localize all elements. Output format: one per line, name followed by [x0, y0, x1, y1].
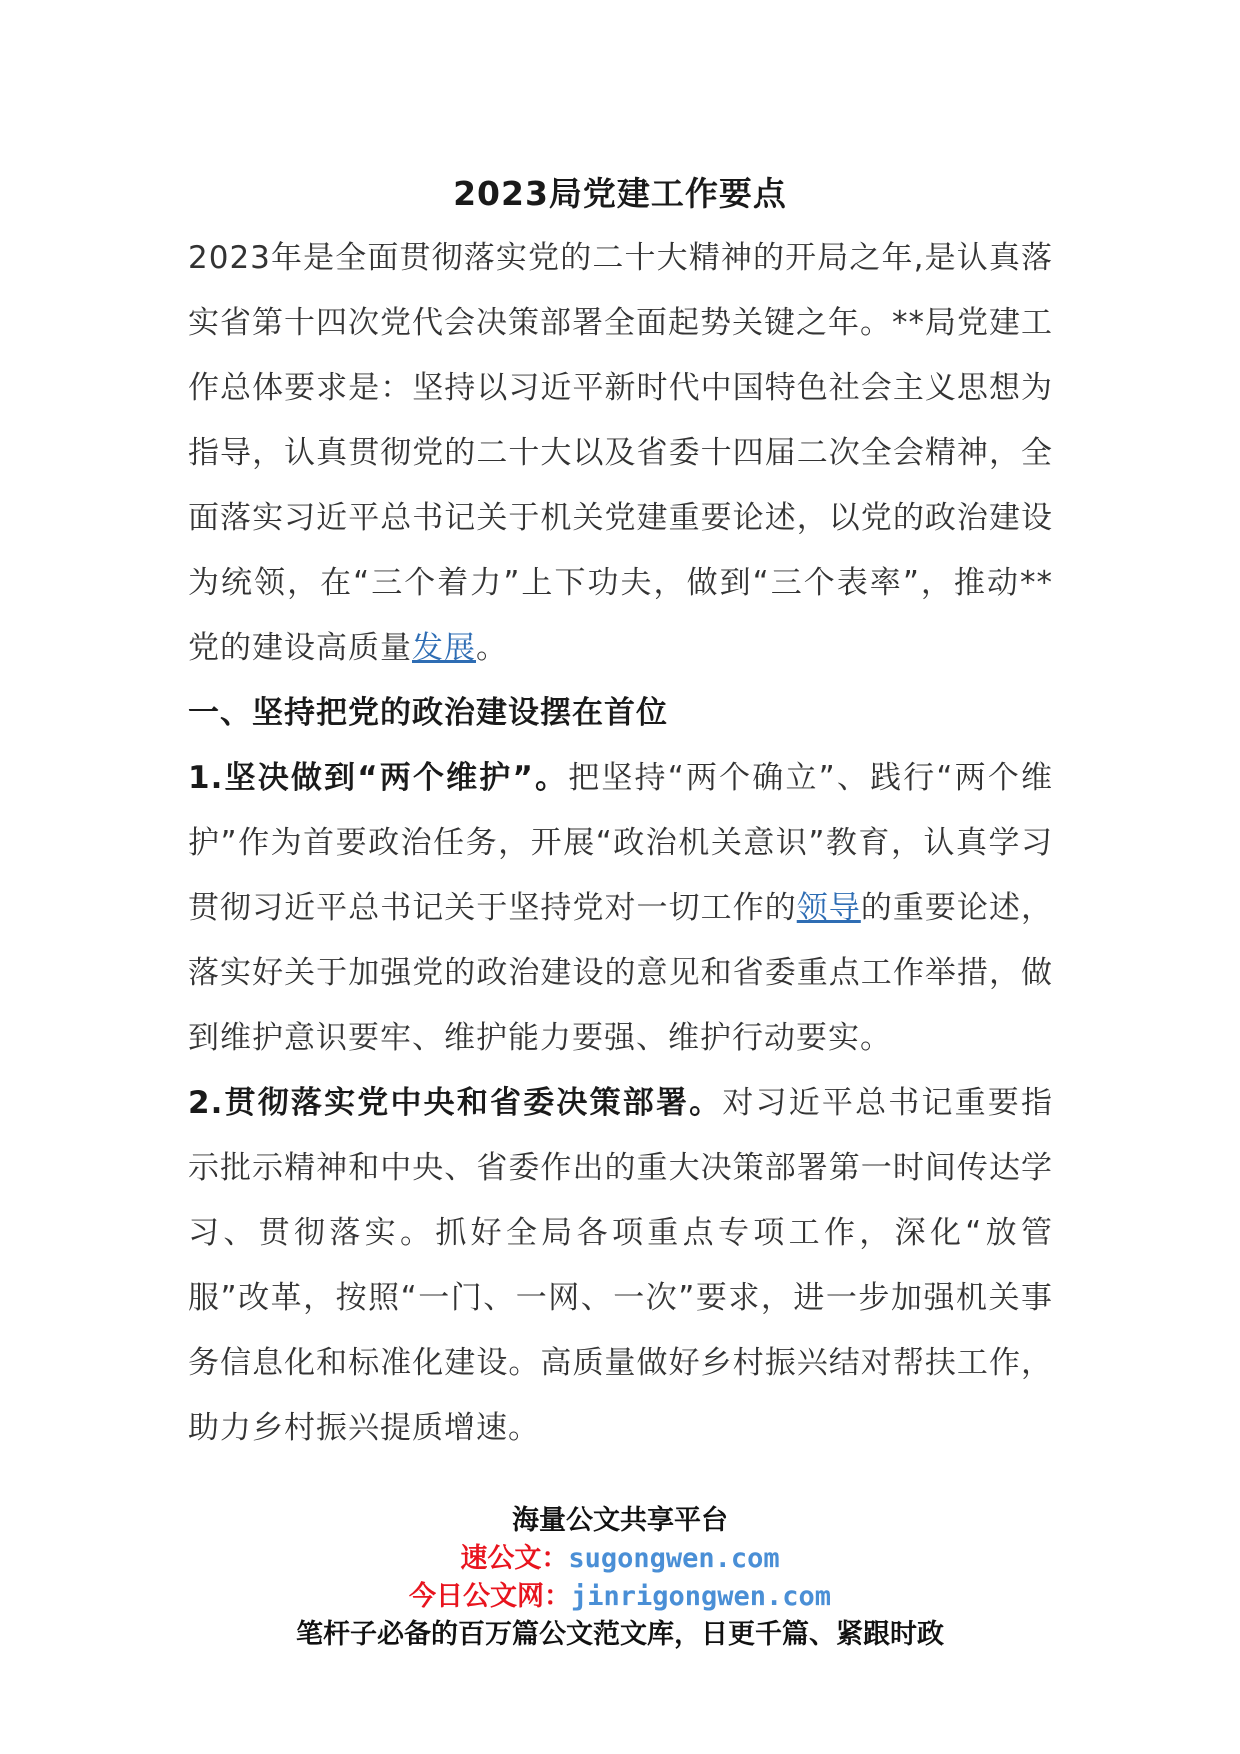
footer-site2: [0, 1578, 1240, 1616]
document-title: 2023局党建工作要点: [453, 174, 787, 213]
item1-lead: 1.坚决做到“两个维护”。: [188, 760, 569, 796]
intro-end: 。: [476, 630, 508, 666]
footer-site1-link[interactable]: sugongwen.com: [568, 1543, 780, 1574]
lingdao-link[interactable]: 领导: [796, 890, 861, 926]
fazhan-link[interactable]: 发展: [412, 630, 476, 666]
footer-slogan: 笔杆子必备的百万篇公文范文库，日更千篇、紧跟时政: [296, 1619, 944, 1650]
footer-site1: [0, 1540, 1240, 1578]
intro-text: 2023年是全面贯彻落实党的二十大精神的开局之年,是认真落实省第十四次党代会决策部署全面起势关键之年。**局党建工作总体要求是：坚持以习近平新时代中国特色社会主义思想为指导，认真贯彻党的二十大以及省委十四届二次全会精神，全面落实习近平总书记关于机关党建重要论述，以党的政治建设为统领，在“三个着力”上下功夫，做到“三个表率”，推动**党的建设高质量: [188, 240, 1053, 666]
section1-heading: 一、坚持把党的政治建设摆在首位: [188, 695, 668, 731]
item2-text: 对习近平总书记重要指示批示精神和中央、省委作出的重大决策部署第一时间传达学习、贯彻落实。抓好全局各项重点专项工作，深化“放管服”改革，按照“一门、一网、一次”要求，进一步加强机关事务信息化和标准化建设。高质量做好乡村振兴结对帮扶工作，助力乡村振兴提质增速。: [188, 1085, 1053, 1446]
footer-site1-label: 速公文：: [460, 1543, 569, 1574]
intro-paragraph: [188, 226, 1053, 681]
item2-lead: 2.贯彻落实党中央和省委决策部署。: [188, 1085, 723, 1121]
item1-text: 把坚持“两个确立”、践行“两个维护”作为首要政治任务，开展“政治机关意识”教育，认真学习贯彻习近平总书记关于坚持党对一切工作的: [188, 760, 1054, 926]
footer-ad: [0, 1502, 1240, 1654]
footer-platform: 海量公文共享平台: [512, 1505, 728, 1536]
footer-site2-link[interactable]: jinrigongwen.com: [570, 1581, 832, 1612]
item1-rest: 的重要论述，落实好关于加强党的政治建设的意见和省委重点工作举措，做到维护意识要牢、维护能力要强、维护行动要实。: [188, 890, 1054, 1056]
item2-paragraph: [188, 1071, 1053, 1461]
footer-site2-label: 今日公文网：: [408, 1581, 571, 1612]
item1-paragraph: [188, 746, 1053, 1071]
document-body: [188, 226, 1053, 1461]
